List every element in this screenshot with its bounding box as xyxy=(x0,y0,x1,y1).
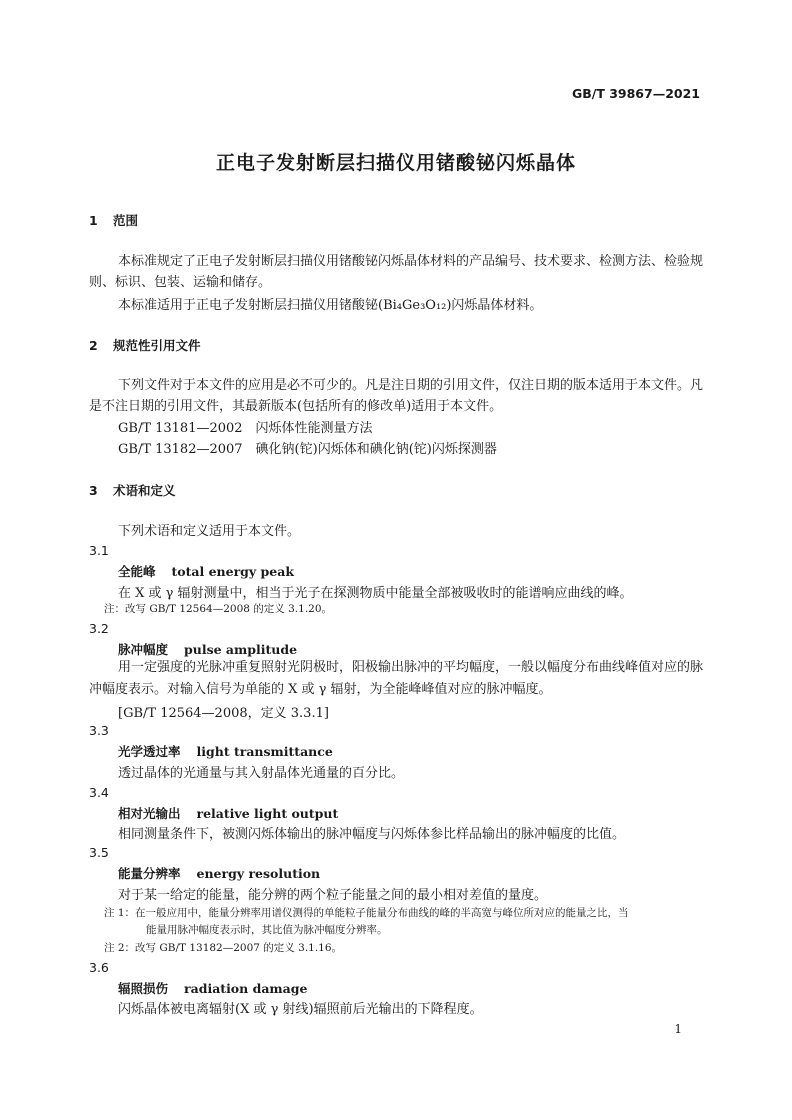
term-definition: 相同测量条件下，被测闪烁体输出的脉冲幅度与闪烁体参比样品输出的脉冲幅度的比值。 xyxy=(118,827,626,842)
term-definition: 用一定强度的光脉冲重复照射光阴极时，阳极输出脉冲的平均幅度，一般以幅度分布曲线峰值对应的脉冲幅度表示。对输入信号为单能的 X 或 γ 辐射，为全能峰峰值对应的脉冲幅度。 xyxy=(89,660,704,697)
clause-number: 3.4 xyxy=(89,785,109,800)
section-number: 3 xyxy=(89,483,98,498)
term-heading xyxy=(118,804,338,822)
reference-item: GB/T 13182—2007 碘化钠(铊)闪烁体和碘化钠(铊)闪烁探测器 xyxy=(118,442,497,457)
note: 注：改写 GB/T 12564—2008 的定义 3.1.20。 xyxy=(104,603,333,615)
clause-number: 3.2 xyxy=(89,621,109,636)
paragraph: 本标准规定了正电子发射断层扫描仪用锗酸铋闪烁晶体材料的产品编号、技术要求、检测方法、检验规则、标识、包装、运输和储存。 xyxy=(89,254,704,290)
term-heading xyxy=(118,640,297,658)
term-definition: 闪烁晶体被电离辐射(X 或 γ 射线)辐照前后光输出的下降程度。 xyxy=(118,1002,483,1017)
term-cn: 光学透过率 xyxy=(118,744,181,759)
term-en: relative light output xyxy=(196,806,339,821)
section-3-heading xyxy=(89,481,176,499)
term-cn: 相对光输出 xyxy=(118,806,181,821)
term-en: light transmittance xyxy=(196,744,333,759)
term-definition: 对于某一给定的能量，能分辨的两个粒子能量之间的最小相对差值的量度。 xyxy=(118,888,548,903)
term-definition: 透过晶体的光通量与其入射晶体光通量的百分比。 xyxy=(118,766,405,781)
clause-number: 3.1 xyxy=(89,543,109,558)
term-heading xyxy=(118,562,294,580)
term-definition: 在 X 或 γ 辐射测量中，相当于光子在探测物质中能量全部被吸收时的能谱响应曲线的峰。 xyxy=(118,586,633,601)
term-en: radiation damage xyxy=(184,981,308,996)
page-number: 1 xyxy=(674,1022,682,1036)
note: 注 1：在一般应用中，能量分辨率用谱仪测得的单能粒子能量分布曲线的峰的半高宽与峰位所对应的能量之比，当 xyxy=(104,907,629,919)
term-source: [GB/T 12564—2008，定义 3.3.1] xyxy=(118,706,329,721)
note: 注 2：改写 GB/T 13182—2007 的定义 3.1.16。 xyxy=(104,942,343,954)
term-cn: 能量分辨率 xyxy=(118,866,181,881)
section-title: 术语和定义 xyxy=(113,483,176,498)
term-heading xyxy=(118,742,333,760)
clause-number: 3.3 xyxy=(89,723,109,738)
term-cn: 辐照损伤 xyxy=(118,981,169,996)
note-continuation: 能量用脉冲幅度表示时，其比值为脉冲幅度分辨率。 xyxy=(146,924,388,936)
term-en: pulse amplitude xyxy=(184,642,298,657)
section-title: 范围 xyxy=(113,213,139,228)
standard-code: GB/T 39867—2021 xyxy=(571,86,700,101)
term-en: energy resolution xyxy=(196,866,321,881)
clause-number: 3.6 xyxy=(89,960,109,975)
term-cn: 脉冲幅度 xyxy=(118,642,169,657)
reference-item: GB/T 13181—2002 闪烁体性能测量方法 xyxy=(118,421,373,436)
clause-number: 3.5 xyxy=(89,845,109,860)
section-number: 2 xyxy=(89,338,98,353)
document-title: 正电子发射断层扫描仪用锗酸铋闪烁晶体 xyxy=(215,152,576,174)
section-number: 1 xyxy=(89,213,98,228)
term-cn: 全能峰 xyxy=(118,564,156,579)
section-title: 规范性引用文件 xyxy=(113,338,201,353)
paragraph: 下列文件对于本文件的应用是必不可少的。凡是注日期的引用文件，仅注日期的版本适用于本文件。凡是不注日期的引用文件，其最新版本(包括所有的修改单)适用于本文件。 xyxy=(89,378,704,414)
term-heading xyxy=(118,979,307,997)
term-heading xyxy=(118,864,320,882)
paragraph: 下列术语和定义适用于本文件。 xyxy=(118,524,301,539)
term-en: total energy peak xyxy=(171,564,294,579)
section-1-heading xyxy=(89,211,138,229)
section-2-heading xyxy=(89,336,201,354)
paragraph: 本标准适用于正电子发射断层扫描仪用锗酸铋(Bi₄Ge₃O₁₂)闪烁晶体材料。 xyxy=(118,298,543,313)
